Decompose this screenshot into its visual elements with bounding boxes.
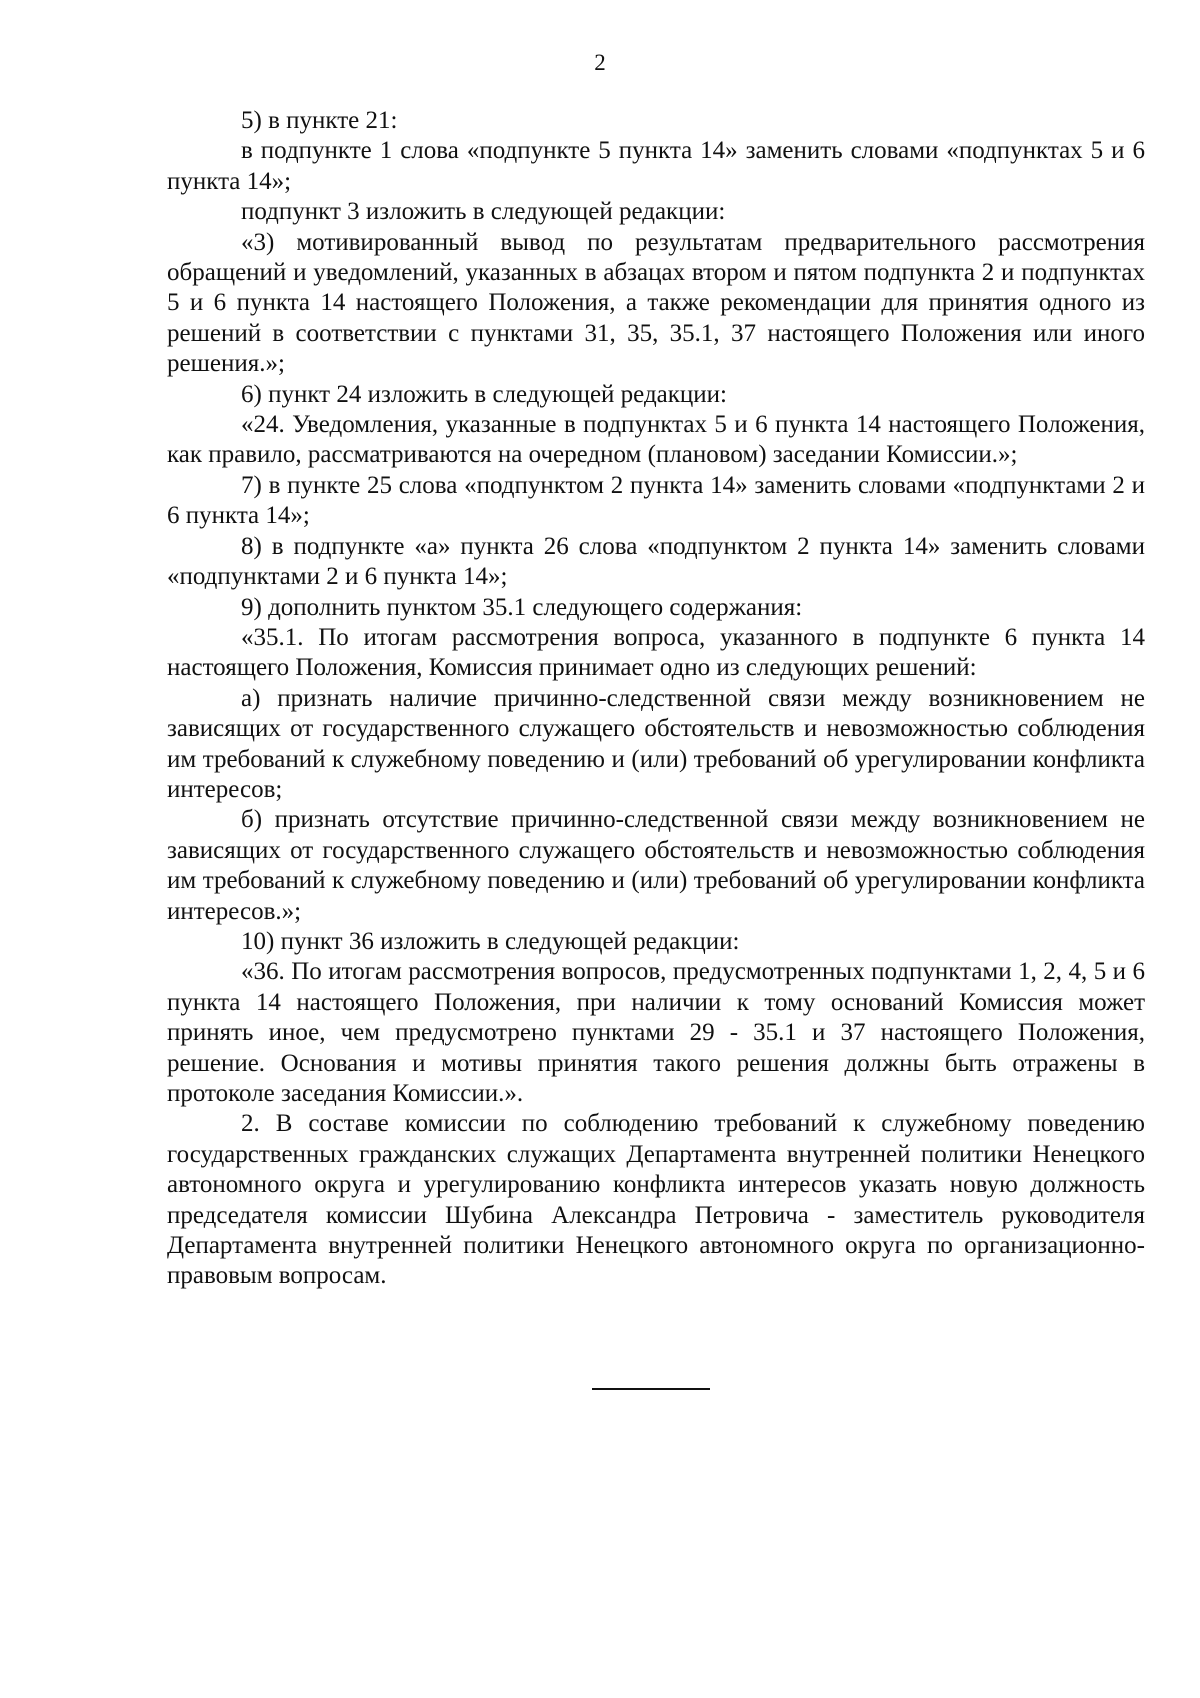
paragraph-subitem-3-text: «3) мотивированный вывод по результатам предварительного рассмотрения обращений и уведомлений, указанных в абзацах втором и пятом подпункта 2 и подпунктах 5 и 6 пункта 14 настоящего Положения, а также рекомендации для принятия одного из решений в соответствии с пунктами 31, 35, 35.1, 37 настоящего Положения или иного решения.»; xyxy=(167,228,1145,378)
paragraph-point-24-text: «24. Уведомления, указанные в подпунктах 5 и 6 пункта 14 настоящего Положения, как правило, рассматриваются на очередном (плановом) заседании Комиссии.»; xyxy=(167,411,1145,469)
paragraph-item-8: 8) в подпункте «а» пункта 26 слова «подпунктом 2 пункта 14» заменить словами «подпунктами 2 и 6 пункта 14»; xyxy=(167,532,1145,591)
paragraph-item-5: 5) в пункте 21: xyxy=(241,107,398,134)
paragraph-item-6: 6) пункт 24 изложить в следующей редакции: xyxy=(241,380,727,408)
paragraph-subitem-1: в подпункте 1 слова «подпункте 5 пункта 14» заменить словами «подпунктах 5 и 6 пункта 14»; xyxy=(167,137,1145,195)
page-number: 2 xyxy=(594,50,606,75)
paragraph-item-9: 9) дополнить пунктом 35.1 следующего содержания: xyxy=(241,593,803,621)
paragraph-point-35-1-text: «35.1. По итогам рассмотрения вопроса, указанного в подпункте 6 пункта 14 настоящего Положения, Комиссия принимает одно из следующих решений: xyxy=(167,623,1145,682)
document-body xyxy=(167,106,1145,1292)
end-of-document-rule xyxy=(592,1388,710,1390)
paragraph-decision-b: б) признать отсутствие причинно-следственной связи между возникновением не зависящих от государственного служащего обстоятельств и невозможностью соблюдения им требований к служебному поведению и (или) требований об урегулировании конфликта интересов.»; xyxy=(167,806,1145,925)
paragraph-item-7: 7) в пункте 25 слова «подпунктом 2 пункта 14» заменить словами «подпунктами 2 и 6 пункта 14»; xyxy=(167,471,1145,530)
paragraph-section-2: 2. В составе комиссии по соблюдению требований к служебному поведению государственных гражданских служащих Департамента внутренней политики Ненецкого автономного округа и урегулированию конфликта интересов указать новую должность председателя комиссии Шубина Александра Петровича - заместитель руководителя Департамента внутренней политики Ненецкого автономного округа по организационно-правовым вопросам. xyxy=(167,1110,1145,1290)
paragraph-decision-a: а) признать наличие причинно-следственной связи между возникновением не зависящих от государственного служащего обстоятельств и невозможностью соблюдения им требований к служебному поведению и (или) требований об урегулировании конфликта интересов; xyxy=(167,684,1145,803)
paragraph-subitem-3-intro: подпункт 3 изложить в следующей редакции: xyxy=(241,198,726,226)
paragraph-point-36-text: «36. По итогам рассмотрения вопросов, предусмотренных подпунктами 1, 2, 4, 5 и 6 пункта 14 настоящего Положения, при наличии к тому оснований Комиссия может принять иное, чем предусмотрено пунктами 29 - 35.1 и 37 настоящего Положения, решение. Основания и мотивы принятия такого решения должны быть отражены в протоколе заседания Комиссии.». xyxy=(167,958,1145,1107)
paragraph-item-10: 10) пункт 36 изложить в следующей редакции: xyxy=(241,927,740,955)
